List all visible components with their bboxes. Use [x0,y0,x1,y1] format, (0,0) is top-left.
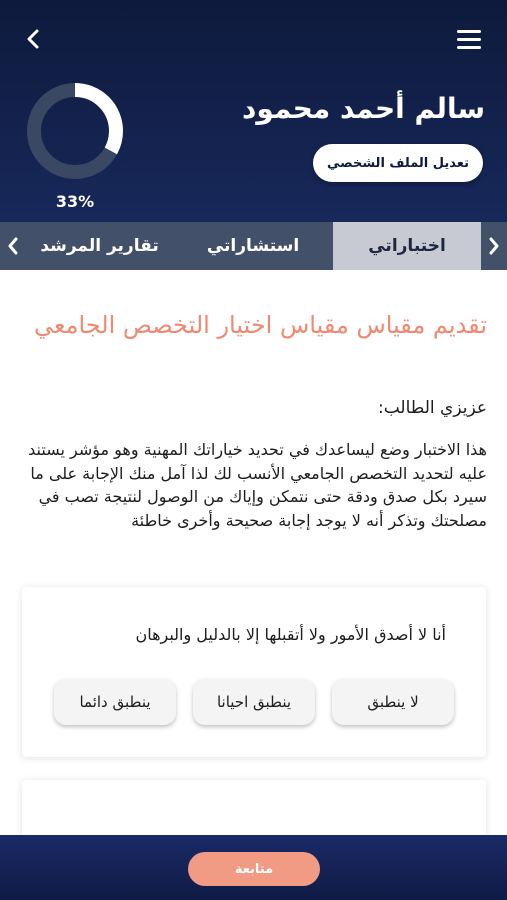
tabs-prev-button[interactable] [0,222,26,270]
tab-my-consultations[interactable]: استشاراتي [206,236,300,256]
question-text: أنا لا أصدق الأمور ولا أتقبلها إلا بالدليل والبرهان [135,625,446,644]
menu-button[interactable] [457,30,481,50]
progress-ring [24,80,126,182]
answer-always[interactable]: ينطبق دائما [54,679,176,725]
user-name: سالم أحمد محمود [242,92,485,125]
profile-header [0,0,507,222]
intro-paragraph: هذا الاختبار وضع ليساعدك في تحديد خياراتك المهنية وهو مؤشر يستند عليه لتحديد التخصص الجامعي الأنسب لك لذا آمل منك الإجابة على ما سيرد بكل صدق ودقة حتى نتمكن وإياك من الوصول لنتيجة تصب في مصلحتك وتذكر أنه لا يوجد إجابة صحيحة وأخرى خاطئة [28,440,487,530]
tab-my-tests[interactable]: اختباراتي [333,222,481,270]
chevron-left-icon [6,235,20,257]
answer-sometimes[interactable]: ينطبق احيانا [193,679,315,725]
answer-not-applicable[interactable]: لا ينطبق [332,679,454,725]
chevron-right-icon [487,235,501,257]
question-card [22,587,486,757]
tabs-next-button[interactable] [481,222,507,270]
tab-mentor-reports[interactable]: تقارير المرشد [40,236,159,256]
continue-button[interactable]: متابعة [188,852,320,886]
next-question-card [22,780,486,840]
test-title: تقديم مقياس مقياس اختيار التخصص الجامعي [34,311,487,339]
back-chevron-icon [22,26,44,52]
tab-bar [0,222,507,270]
back-button[interactable] [22,26,44,52]
greeting: عزيزي الطالب: [378,398,487,418]
footer-bar [0,835,507,900]
progress-percent: 33% [55,192,95,211]
edit-profile-button[interactable]: تعديل الملف الشخصي [313,144,483,182]
menu-icon [457,30,481,33]
